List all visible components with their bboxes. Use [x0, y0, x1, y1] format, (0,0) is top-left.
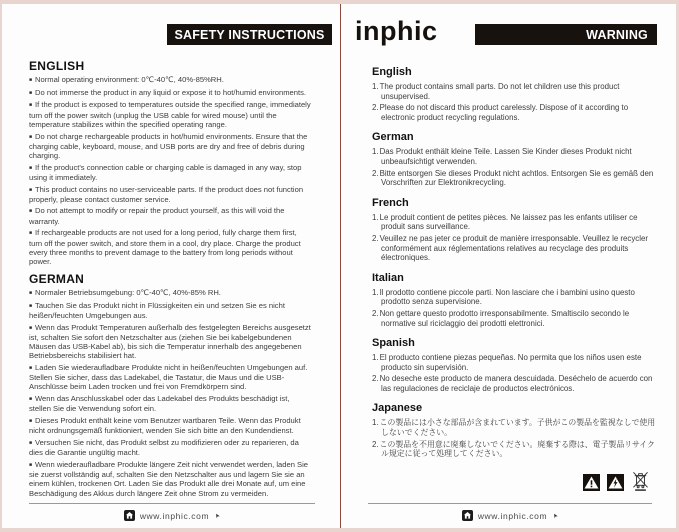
- list-item: [29, 206, 311, 225]
- list-item: [29, 228, 311, 266]
- french-warning-list: [372, 213, 658, 263]
- list-item-text: Non gettare questo prodotto irresponsabilmente. Smaltiscilo secondo le normative sul riciclaggio dei prodotti elettronici.: [379, 308, 630, 328]
- list-item-text: El producto contiene piezas pequeñas. No permita que los niños usen este producto sin supervisión.: [379, 353, 642, 372]
- warning-header: [475, 24, 657, 45]
- german-safety-list: [29, 288, 311, 498]
- list-item-text: Il prodotto contiene piccole parti. Non lasciare che i bambini usino questo prodotto senza supervisione.: [379, 287, 635, 307]
- home-icon: [124, 510, 135, 521]
- website-url: www.inphic.com: [139, 510, 210, 521]
- list-item-text: Normaler Betriebsumgebung: 0℃-40℃, 40%-85% RH.: [35, 288, 221, 298]
- list-item: [372, 147, 658, 166]
- item-number: 1.: [372, 287, 379, 297]
- inphic-logo: [355, 16, 438, 47]
- list-item-text: If rechargeable products are not used for a long period, fully charge them first, turn off the power switch, and store them in a cool, dry place. Charge the product every three months to prevent damage to the battery from long periods without power.: [29, 228, 301, 266]
- list-item: [372, 234, 658, 263]
- section-heading-english: English: [372, 66, 412, 78]
- square-bullet-icon: ■: [29, 290, 33, 297]
- list-item-text: Do not attempt to modify or repair the product yourself, as this will void the warranty.: [29, 206, 285, 226]
- square-bullet-icon: ■: [29, 440, 33, 446]
- list-item-text: If the product's connection cable or charging cable is damaged in any way, stop using it immediately.: [29, 162, 302, 182]
- list-item-text: Dieses Produkt enthält keine vom Benutzer wartbaren Teile. Wenn das Produkt nicht ordnungsgemäß funktioniert, wenden Sie sich bitte an den Kundendienst.: [29, 416, 301, 436]
- high-voltage-icon: [607, 474, 624, 491]
- square-bullet-icon: ■: [29, 208, 33, 215]
- left-page-footer: [29, 503, 315, 521]
- english-warning-list: [372, 82, 658, 122]
- item-number: 1.: [372, 147, 379, 157]
- list-item: [29, 163, 311, 182]
- item-number: 2.: [372, 439, 379, 449]
- list-item-text: Le produit contient de petites pièces. Ne laissez pas les enfants utiliser ce produit sans surveillance.: [379, 212, 638, 232]
- item-number: 1.: [372, 418, 379, 428]
- safety-instructions-title: SAFETY INSTRUCTIONS: [174, 27, 325, 42]
- list-item: [29, 416, 311, 435]
- list-item: [372, 103, 658, 122]
- list-item: [372, 374, 658, 393]
- list-item-text: Versuchen Sie nicht, das Produkt selbst zu modifizieren oder zu reparieren, da dies die Garantie ungültig macht.: [29, 438, 299, 458]
- item-number: 1.: [372, 212, 379, 222]
- list-item: [29, 394, 311, 413]
- item-number: 2.: [372, 103, 379, 113]
- section-heading-german: German: [372, 131, 414, 144]
- list-item: [372, 309, 658, 328]
- square-bullet-icon: ■: [29, 396, 33, 403]
- list-item: [29, 75, 311, 85]
- list-item: [29, 323, 311, 361]
- warning-exclamation-icon: [583, 474, 600, 491]
- item-number: 2.: [372, 308, 379, 318]
- list-item-text: Laden Sie wiederaufladbare Produkte nicht in heißen/feuchten Umgebungen auf. Stellen Sie sicher, dass das Ladekabel, die Tastatur, die Maus und die USB-Anschlüsse beim Laden trocken und frei von Fremdkörpern sind.: [29, 363, 308, 392]
- section-heading-italian: Italian: [372, 271, 404, 284]
- square-bullet-icon: ■: [29, 324, 33, 331]
- list-item-text: The product contains small parts. Do not let children use this product unsupervised.: [379, 82, 620, 101]
- cursor-arrow-icon: ➤: [214, 511, 222, 519]
- list-item-text: Tauchen Sie das Produkt nicht in Flüssigkeiten ein und setzen Sie es nicht heißen/feuchten Umgebungen aus.: [29, 300, 285, 321]
- list-item-text: Do not charge rechargeable products in hot/humid environments. Ensure that the charging cable, keyboard, mouse, and USB ports are dry and free of debris during charging.: [29, 131, 308, 160]
- list-item-text: If the product is exposed to temperatures outside the specified range, immediately turn off the power switch (unplug the USB cable for wired mouse) until the temperature stabilizes within the specified operating range.: [29, 100, 311, 129]
- list-item: [372, 440, 658, 459]
- square-bullet-icon: ■: [29, 164, 33, 171]
- right-page-content: [372, 54, 658, 461]
- website-url: www.inphic.com: [477, 510, 548, 521]
- section-heading-german: GERMAN: [29, 272, 85, 287]
- list-item-text: この製品を不用意に廃棄しないでください。廃棄する際は、電子製品リサイクル規定に従って処理してください。: [379, 439, 655, 459]
- list-item-text: Veuillez ne pas jeter ce produit de manière irresponsable. Veuillez le recycler conformément aux réglementations relatives au recyclage des produits électroniques.: [379, 233, 649, 263]
- safety-instructions-header: [167, 24, 332, 45]
- list-item: [29, 438, 311, 457]
- spanish-warning-list: [372, 353, 658, 393]
- right-page: [340, 4, 676, 528]
- left-page-content: [29, 59, 311, 500]
- list-item: [372, 418, 658, 437]
- japanese-warning-list: [372, 418, 658, 458]
- section-heading-french: French: [372, 196, 409, 209]
- list-item: [372, 288, 658, 307]
- square-bullet-icon: ■: [29, 365, 33, 372]
- section-heading-english: ENGLISH: [29, 59, 85, 73]
- list-item-text: Please do not discard this product carelessly. Dispose of it according to electronic product recycling regulations.: [379, 103, 629, 122]
- list-item: [372, 353, 658, 372]
- section-heading-spanish: Spanish: [372, 337, 415, 350]
- square-bullet-icon: ■: [29, 133, 33, 140]
- item-number: 1.: [372, 82, 379, 91]
- square-bullet-icon: ■: [29, 89, 33, 96]
- english-safety-list: [29, 75, 311, 266]
- list-item: [372, 169, 658, 188]
- item-number: 2.: [372, 168, 379, 178]
- square-bullet-icon: ■: [29, 77, 33, 83]
- list-item: [29, 185, 311, 204]
- list-item-text: この製品には小さな部品が含まれています。子供がこの製品を監視なしで使用しないでください。: [379, 418, 656, 438]
- list-item-text: Wenn wiederaufladbare Produkte längere Zeit nicht verwendet werden, laden Sie sie zuerst vollständig auf, schalten Sie den Netzschalter aus und lagern Sie sie an einem kühlen, trockenen Ort. Laden Sie das Produkt alle drei Monate auf, um eine Beschädigung des Akkus durch längere Zeit ohne Strom zu vermeiden.: [29, 459, 309, 498]
- square-bullet-icon: ■: [29, 418, 33, 425]
- home-icon: [462, 510, 473, 521]
- inphic-logo-text: inphic: [355, 16, 438, 46]
- compliance-icons: [583, 470, 650, 491]
- list-item-text: Normal operating environment: 0℃-40℃, 40%-85%RH.: [35, 75, 224, 84]
- list-item-text: Wenn das Anschlusskabel oder das Ladekabel des Produkts beschädigt ist, stellen Sie die Verwendung sofort ein.: [29, 394, 290, 414]
- manual-sheet: [2, 4, 676, 528]
- square-bullet-icon: ■: [29, 302, 33, 309]
- list-item-text: Wenn das Produkt Temperaturen außerhalb des festgelegten Bereichs ausgesetzt ist, schalten Sie sofort den Netzschalter aus (ziehen Sie bei kabelgebundenen Mäusen das USB-Kabel ab), bis sich die Temperatur innerhalb des angegebenen Betriebsbereichs stabilisiert hat.: [29, 322, 311, 361]
- list-item: [29, 132, 311, 161]
- square-bullet-icon: ■: [29, 230, 33, 237]
- list-item: [29, 288, 311, 298]
- list-item: [29, 363, 311, 392]
- section-heading-japanese: Japanese: [372, 402, 423, 415]
- square-bullet-icon: ■: [29, 102, 33, 109]
- list-item-text: This product contains no user-serviceable parts. If the product does not function properly, please contact customer service.: [29, 184, 304, 204]
- left-page: [2, 4, 339, 528]
- list-item-text: No deseche este producto de manera descuidada. Deséchelo de acuerdo con las regulaciones de reciclaje de productos electrónicos.: [379, 374, 653, 393]
- weee-crossed-out-bin-icon: [631, 470, 650, 491]
- right-page-footer: [368, 503, 652, 521]
- list-item: [29, 88, 311, 98]
- item-number: 2.: [372, 374, 379, 384]
- list-item: [29, 100, 311, 129]
- item-number: 2.: [372, 233, 379, 243]
- square-bullet-icon: ■: [29, 186, 33, 193]
- list-item: [372, 213, 658, 232]
- item-number: 1.: [372, 353, 379, 363]
- italian-warning-list: [372, 288, 658, 328]
- list-item-text: Das Produkt enthält kleine Teile. Lassen Sie Kinder dieses Produkt nicht unbeaufsichtigt verwenden.: [379, 147, 632, 166]
- cursor-arrow-icon: ➤: [552, 511, 560, 519]
- list-item: [29, 301, 311, 320]
- list-item-text: Bitte entsorgen Sie dieses Produkt nicht achtlos. Entsorgen Sie es gemäß den Vorschriften zur Elektronikrecycling.: [379, 168, 654, 188]
- german-warning-list: [372, 147, 658, 187]
- list-item: [29, 460, 311, 498]
- list-item-text: Do not immerse the product in any liquid or expose it to hot/humid environments.: [35, 87, 307, 97]
- warning-title: WARNING: [586, 27, 648, 42]
- square-bullet-icon: ■: [29, 461, 33, 468]
- list-item: [372, 82, 658, 101]
